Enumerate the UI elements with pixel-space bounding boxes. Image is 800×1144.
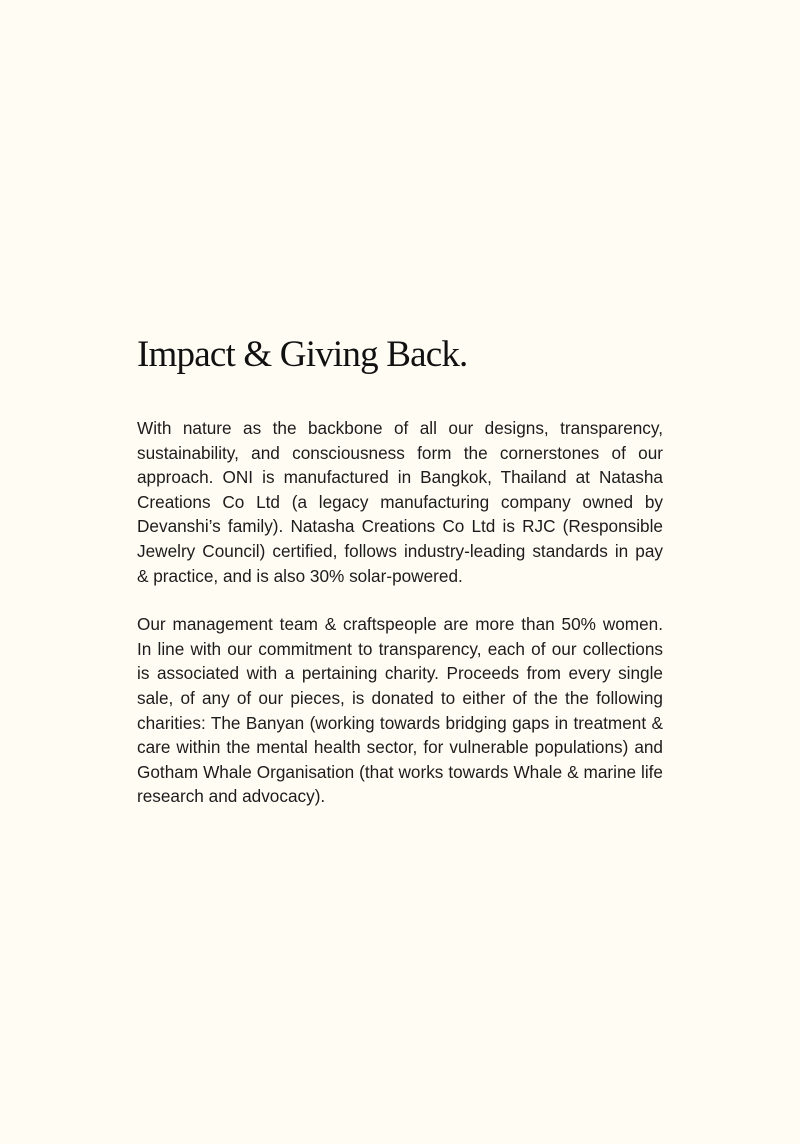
paragraph-charity: Our management team & craftspeople are more than 50% women. In line with our commitment to transparency, each of our collections is associated with a pertaining charity. Proceeds from every single sale, of any of our pieces, is donated to either of the the following charities: The Banyan (working towards bridging gaps in treatment & care within the mental health sector, for vulnerable populations) and Gotham Whale Organisation (that works towards Whale & marine life research and advocacy). <box>137 614 663 807</box>
page-title: Impact & Giving Back. <box>137 334 468 375</box>
document-page <box>137 332 663 809</box>
paragraph-sustainability: With nature as the backbone of all our designs, transparency, sustainability, and consciousness form the cornerstones of our approach. ONI is manufactured in Bangkok, Thailand at Natasha Creations Co Ltd (a legacy manufacturing company owned by Devanshi’s family). Natasha Creations Co Ltd is RJC (Responsible Jewelry Council) certified, follows industry-leading standards in pay & practice, and is also 30% solar-powered. <box>137 418 663 586</box>
